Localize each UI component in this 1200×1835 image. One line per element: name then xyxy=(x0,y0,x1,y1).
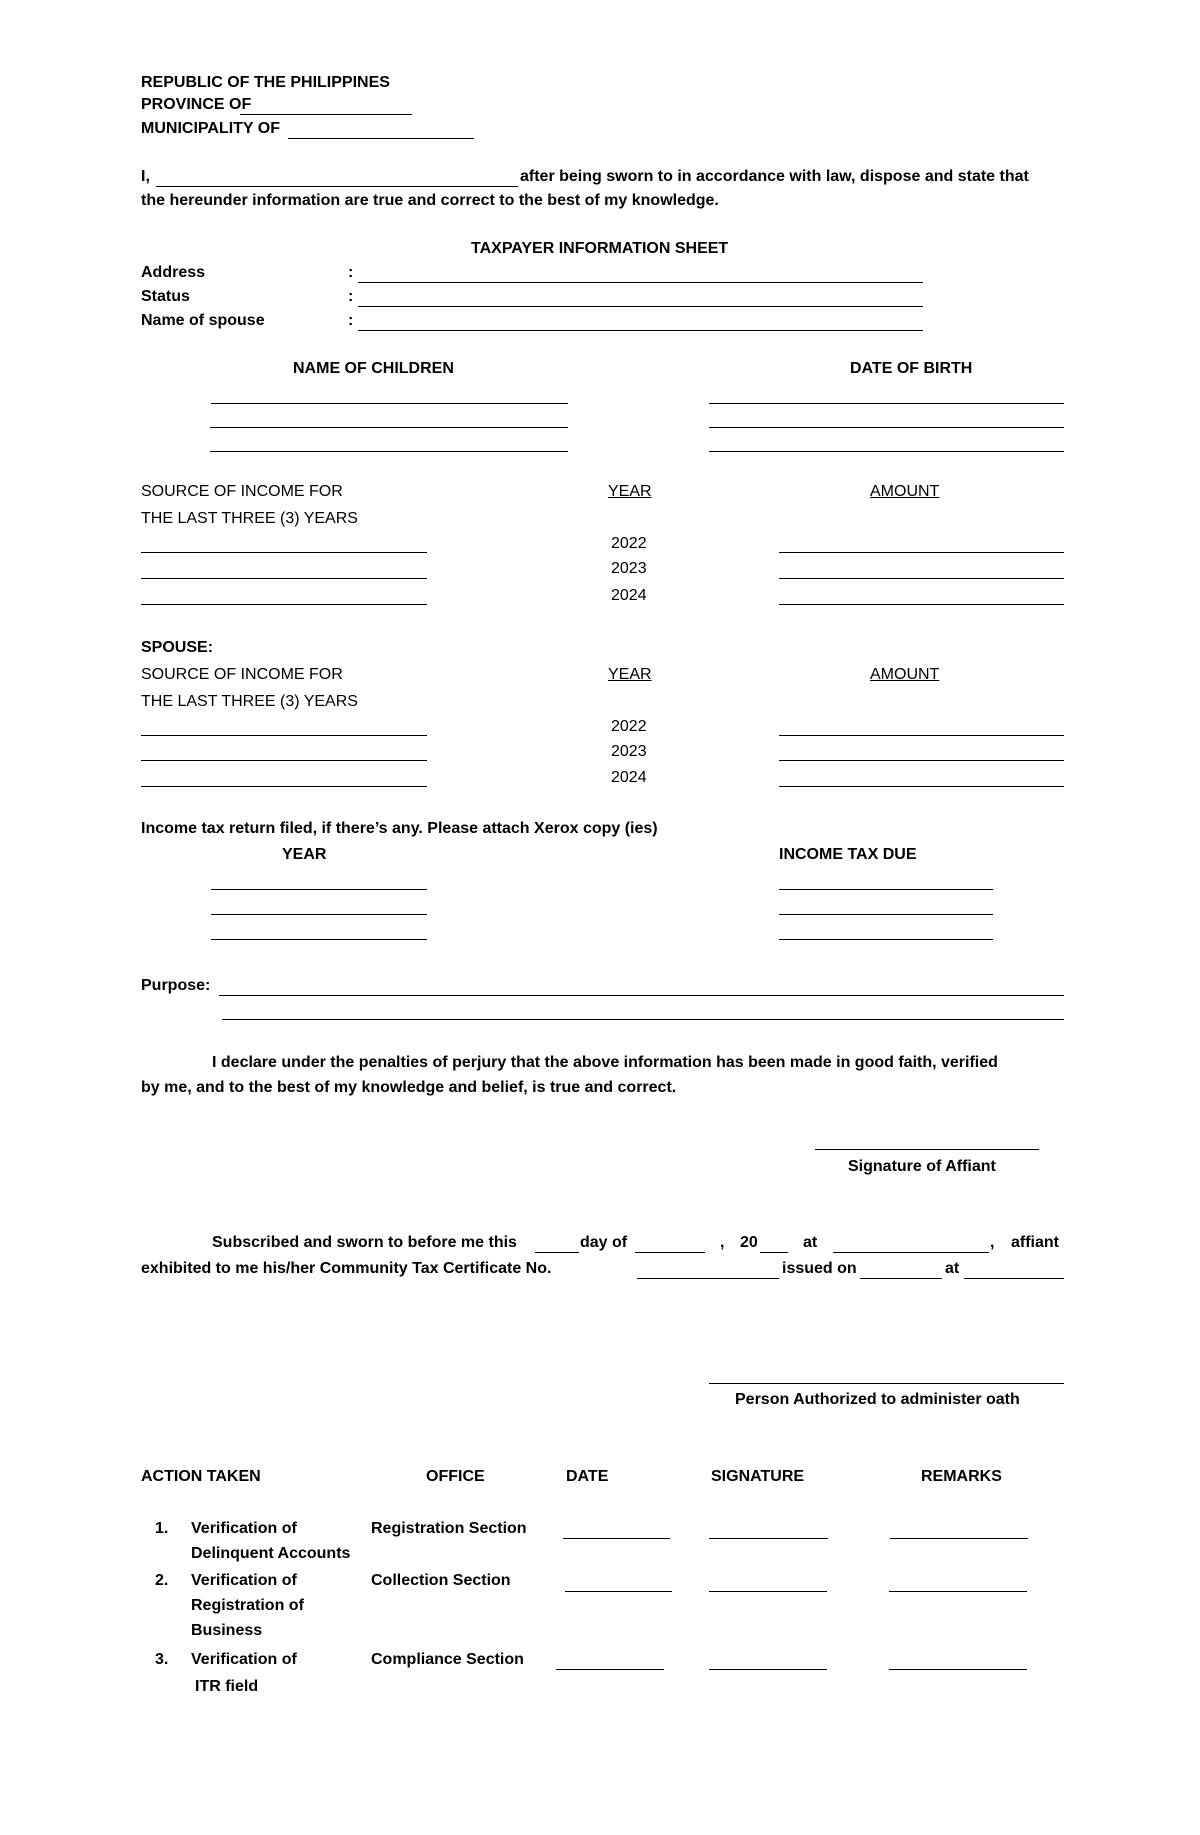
sworn-place-field[interactable] xyxy=(833,1252,989,1253)
row-office: Compliance Section xyxy=(371,1651,524,1668)
table-header-remarks: REMARKS xyxy=(921,1468,1002,1485)
itr-year-header: YEAR xyxy=(282,846,327,863)
table-header-date: DATE xyxy=(566,1468,609,1485)
income-amount-field[interactable] xyxy=(779,552,1064,553)
income-amount-field[interactable] xyxy=(779,578,1064,579)
itr-due-header: INCOME TAX DUE xyxy=(779,846,917,863)
table-header-action: ACTION TAKEN xyxy=(141,1468,261,1485)
declaration-line1: I declare under the penalties of perjury that the above information has been made in good faith, verified xyxy=(212,1054,998,1071)
municipality-field[interactable] xyxy=(288,138,474,139)
income-source-field[interactable] xyxy=(141,604,427,605)
row-date-field[interactable] xyxy=(565,1591,672,1592)
spouse-income-year: 2023 xyxy=(611,743,647,760)
spouse-source-label-2: THE LAST THREE (3) YEARS xyxy=(141,693,358,710)
row-action: Verification of xyxy=(191,1520,297,1537)
spouse-amount-field[interactable] xyxy=(779,760,1064,761)
sworn-year-field[interactable] xyxy=(760,1252,788,1253)
address-colon: : xyxy=(348,264,354,281)
income-source-field[interactable] xyxy=(141,552,427,553)
child-dob-field[interactable] xyxy=(709,451,1064,452)
purpose-field[interactable] xyxy=(219,995,1064,996)
row-remarks-field[interactable] xyxy=(889,1669,1027,1670)
income-amount-field[interactable] xyxy=(779,604,1064,605)
itr-due-field[interactable] xyxy=(779,889,993,890)
status-label: Status xyxy=(141,288,190,305)
header-province: PROVINCE OF xyxy=(141,96,252,113)
child-name-field[interactable] xyxy=(210,427,568,428)
authority-signature-line[interactable] xyxy=(709,1383,1064,1384)
authority-label: Person Authorized to administer oath xyxy=(735,1391,1020,1408)
spouse-source-label: SOURCE OF INCOME FOR xyxy=(141,666,343,683)
spouse-income-label: SPOUSE: xyxy=(141,639,214,656)
spouse-source-field[interactable] xyxy=(141,760,427,761)
affiant-signature-line[interactable] xyxy=(815,1149,1039,1150)
info-title: TAXPAYER INFORMATION SHEET xyxy=(471,240,729,257)
row-signature-field[interactable] xyxy=(709,1538,828,1539)
row-date-field[interactable] xyxy=(556,1669,664,1670)
row-action: Business xyxy=(191,1622,263,1639)
row-number: 2. xyxy=(155,1572,169,1589)
income-source-label-2: THE LAST THREE (3) YEARS xyxy=(141,510,358,527)
header-municipality: MUNICIPALITY OF xyxy=(141,120,280,137)
sworn-issued-on: issued on xyxy=(782,1260,857,1277)
row-remarks-field[interactable] xyxy=(890,1538,1028,1539)
children-dob-header: DATE OF BIRTH xyxy=(850,360,973,377)
itr-year-field[interactable] xyxy=(211,914,427,915)
sworn-comma: , xyxy=(720,1234,725,1251)
sworn-day-field[interactable] xyxy=(535,1252,579,1253)
issued-date-field[interactable] xyxy=(860,1278,942,1279)
purpose-field-2[interactable] xyxy=(222,1019,1064,1020)
address-label: Address xyxy=(141,264,206,281)
sworn-comma-2: , xyxy=(990,1234,995,1251)
spouse-colon: : xyxy=(348,312,354,329)
sworn-at: at xyxy=(803,1234,818,1251)
row-number: 3. xyxy=(155,1651,169,1668)
table-header-signature: SIGNATURE xyxy=(711,1468,805,1485)
row-signature-field[interactable] xyxy=(709,1591,827,1592)
income-source-label: SOURCE OF INCOME FOR xyxy=(141,483,343,500)
children-name-header: NAME OF CHILDREN xyxy=(293,360,454,377)
child-dob-field[interactable] xyxy=(709,403,1064,404)
income-year: 2022 xyxy=(611,535,647,552)
sworn-text: Subscribed and sworn to before me this xyxy=(212,1234,517,1251)
row-action: ITR field xyxy=(195,1678,259,1695)
affiant-name-field[interactable] xyxy=(156,186,518,187)
affiant-signature-label: Signature of Affiant xyxy=(848,1158,996,1175)
row-action: Verification of xyxy=(191,1651,297,1668)
income-amount-header: AMOUNT xyxy=(870,483,940,500)
spouse-amount-field[interactable] xyxy=(779,735,1064,736)
purpose-label: Purpose: xyxy=(141,977,211,994)
row-office: Registration Section xyxy=(371,1520,527,1537)
spouse-label: Name of spouse xyxy=(141,312,265,329)
spouse-source-field[interactable] xyxy=(141,735,427,736)
spouse-income-year: 2022 xyxy=(611,718,647,735)
row-action: Verification of xyxy=(191,1572,297,1589)
row-date-field[interactable] xyxy=(563,1538,670,1539)
child-name-field[interactable] xyxy=(211,403,568,404)
row-action: Registration of xyxy=(191,1597,304,1614)
itr-due-field[interactable] xyxy=(779,914,993,915)
sworn-ctc-text: exhibited to me his/her Community Tax Certificate No. xyxy=(141,1260,552,1277)
spouse-source-field[interactable] xyxy=(141,786,427,787)
table-header-office: OFFICE xyxy=(426,1468,485,1485)
itr-note: Income tax return filed, if there’s any. Please attach Xerox copy (ies) xyxy=(141,820,658,837)
spouse-amount-field[interactable] xyxy=(779,786,1064,787)
row-number: 1. xyxy=(155,1520,169,1537)
income-year-header: YEAR xyxy=(608,483,652,500)
row-office: Collection Section xyxy=(371,1572,511,1589)
child-name-field[interactable] xyxy=(210,451,568,452)
ctc-number-field[interactable] xyxy=(637,1278,779,1279)
issued-place-field[interactable] xyxy=(964,1278,1064,1279)
itr-year-field[interactable] xyxy=(211,939,427,940)
sworn-year-prefix: 20 xyxy=(740,1234,758,1251)
declaration-line2: by me, and to the best of my knowledge and belief, is true and correct. xyxy=(141,1079,677,1096)
header-republic: REPUBLIC OF THE PHILIPPINES xyxy=(141,74,390,91)
income-year: 2024 xyxy=(611,587,647,604)
spouse-income-year: 2024 xyxy=(611,769,647,786)
oath-after: after being sworn to in accordance with law, dispose and state that xyxy=(520,168,1029,185)
itr-due-field[interactable] xyxy=(779,939,993,940)
oath-i: I, xyxy=(141,168,150,185)
status-colon: : xyxy=(348,288,354,305)
sworn-month-field[interactable] xyxy=(635,1252,705,1253)
sworn-at-2: at xyxy=(945,1260,960,1277)
status-field[interactable] xyxy=(358,306,923,307)
address-field[interactable] xyxy=(358,282,923,283)
sworn-day-of: day of xyxy=(580,1234,628,1251)
oath-line2: the hereunder information are true and correct to the best of my knowledge. xyxy=(141,192,719,209)
row-remarks-field[interactable] xyxy=(889,1591,1027,1592)
row-action: Delinquent Accounts xyxy=(191,1545,351,1562)
income-source-field[interactable] xyxy=(141,578,427,579)
spouse-field[interactable] xyxy=(358,330,923,331)
spouse-year-header: YEAR xyxy=(608,666,652,683)
spouse-amount-header: AMOUNT xyxy=(870,666,940,683)
income-year: 2023 xyxy=(611,560,647,577)
child-dob-field[interactable] xyxy=(709,427,1064,428)
sworn-affiant: affiant xyxy=(1011,1234,1059,1251)
row-signature-field[interactable] xyxy=(709,1669,827,1670)
itr-year-field[interactable] xyxy=(211,889,427,890)
province-field[interactable] xyxy=(240,114,412,115)
